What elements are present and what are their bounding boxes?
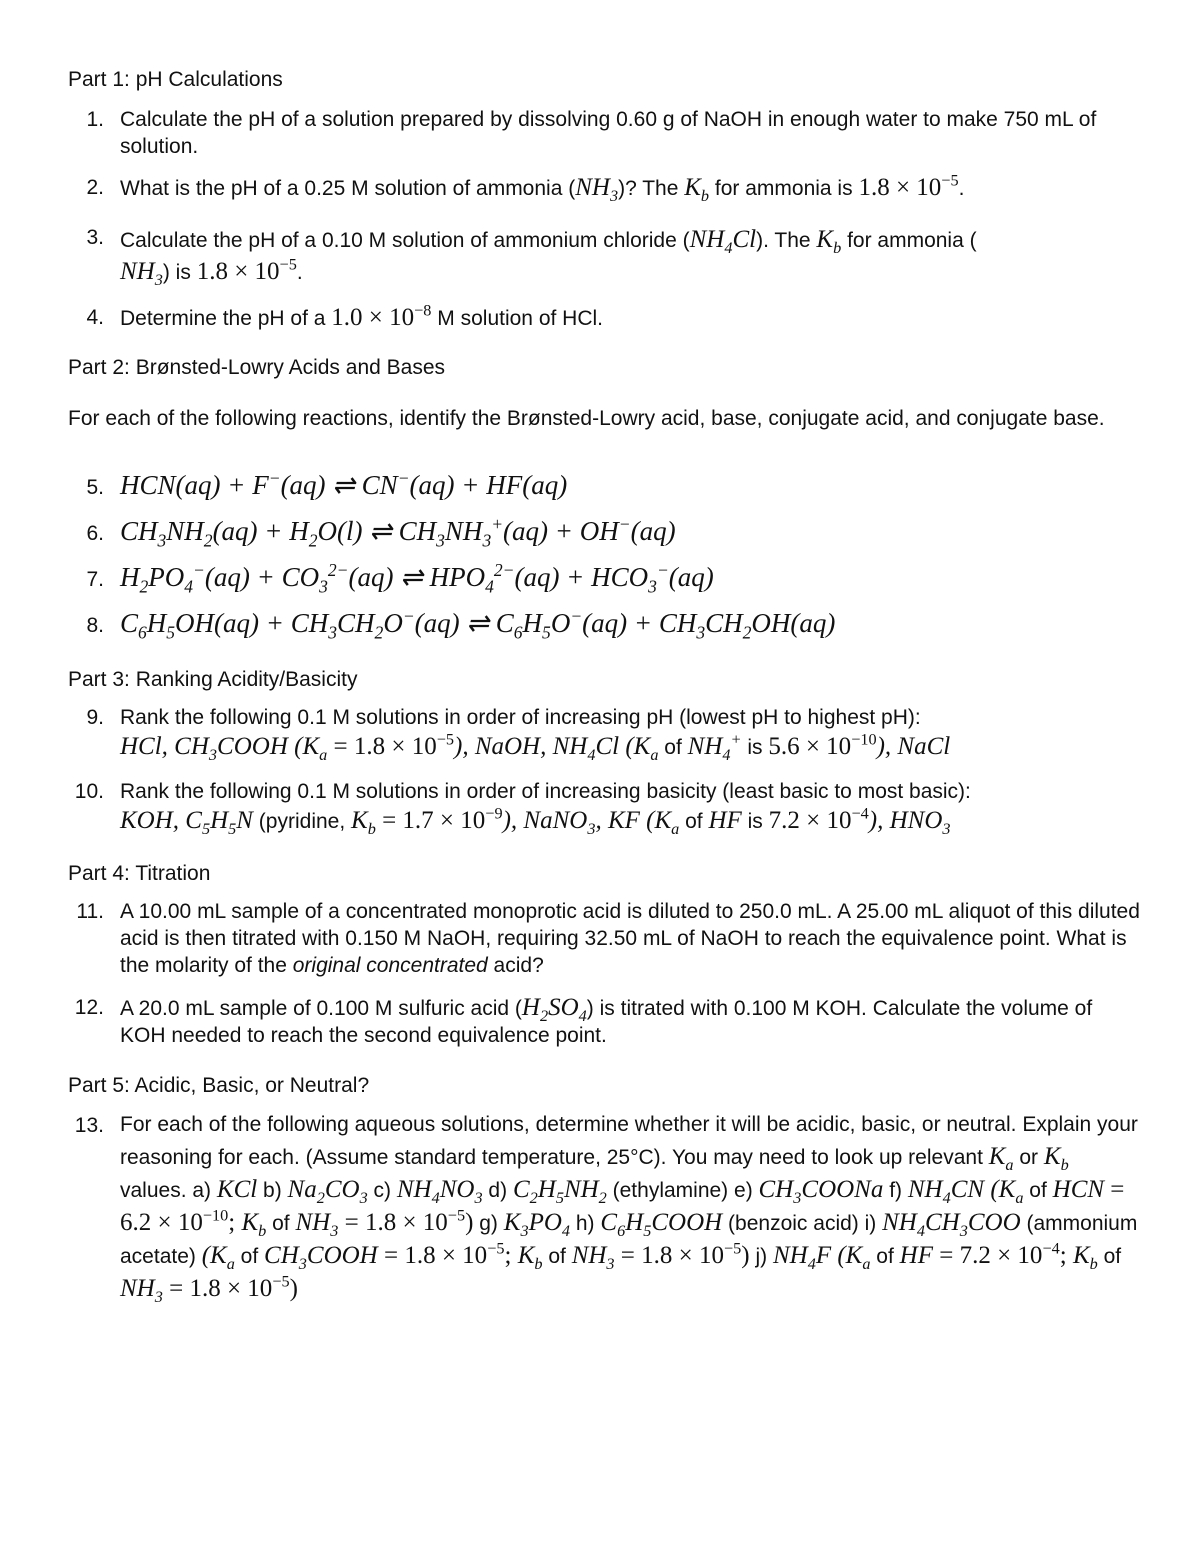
question-number: 4. [86, 306, 104, 329]
question-text: Calculate the pH of a solution prepared by dissolving 0.60 g of NaOH in enough water to make 750 mL of solution. [120, 108, 1097, 158]
question-text: What is the pH of a 0.25 M solution of ammonia $(NH_3)$? The $K_b$ for ammonia is $1.8 \times 10^{-5}$. [120, 171, 965, 205]
reaction-equation: $H_2PO_4^-(aq) + CO_3^{2-}(aq)$ ⇌ $HPO_4^{2-}(aq) + HCO_3^-(aq)$ [120, 560, 714, 597]
question-number: 3. [86, 226, 104, 249]
question-text: For each of the following aqueous solutions, determine whether it will be acidic, basic, or neutral. Explain your reasoning for each. (Assume standard temperature, 25°C). You may need to look up relevant $K_a$ or $K_b$ values. a) KCl b) $Na_2CO_3$ c) $NH_4NO_3$ d) $C_2H_5NH_2$ (ethylamine) e) $CH_3COONa$ f) $NH_4CN$ ($K_a$ of HCN = $6.2 \times 10^{-10}$; $K_b$ of $NH_3 = 1.8 \times 10^{-5}$) g) $K_3PO_4$ h) $C_6H_5COOH$ (benzoic acid) i) $NH_4CH_3COO$ (ammonium acetate) ($K_a$ of $CH_3COOH = 1.8 \times 10^{-5}$; $K_b$ of $NH_3 = 1.8 \times 10^{-5}$) j) $NH_4F$ ($K_a$ of HF = $7.2 \times 10^{-4}$; $K_b$ of $NH_3 = 1.8 \times 10^{-5}$) [120, 1113, 1138, 1306]
question-text: Determine the pH of a $1.0 \times 10^{-8}$ M solution of HCl. [120, 301, 603, 331]
part3-heading: Part 3: Ranking Acidity/Basicity [68, 668, 358, 691]
question-number: 9. [86, 706, 104, 729]
question-number: 13. [74, 1114, 104, 1137]
question-number: 11. [76, 900, 104, 923]
part1-heading: Part 1: pH Calculations [68, 68, 283, 91]
reaction-equation: HCN(aq) + F−(aq) ⇌ CN−(aq) + HF(aq) [120, 468, 568, 500]
part2-instructions: For each of the following reactions, identify the Brønsted-Lowry acid, base, conjugate acid, and conjugate base. [68, 407, 1105, 430]
question-text: Calculate the pH of a 0.10 M solution of ammonium chloride $(NH_4Cl)$. The $K_b$ for ammonia ( $NH_3$) is $1.8 \times 10^{-5}$. [120, 226, 977, 289]
question-number: 8. [86, 614, 104, 637]
part4-heading: Part 4: Titration [68, 862, 211, 885]
question-number: 7. [86, 568, 104, 591]
part2-heading: Part 2: Brønsted-Lowry Acids and Bases [68, 356, 446, 379]
question-number: 12. [74, 996, 104, 1019]
reaction-equation: $CH_3NH_2(aq) + H_2O(l)$ ⇌ $CH_3NH_3^+(aq) + OH^-(aq)$ [120, 514, 676, 551]
question-number: 6. [86, 522, 104, 545]
question-text: Rank the following 0.1 M solutions in order of increasing pH (lowest pH to highest pH): HCl, $CH_3COOH$ $(K_a = 1.8 \times 10^{-5})$, NaOH, $NH_4Cl$ ($K_a$ of $NH_4^+$ is $5.6 \times 10^{-10}$), NaCl [120, 706, 951, 764]
question-text: A 10.00 mL sample of a concentrated monoprotic acid is diluted to 250.0 mL. A 25.00 mL aliquot of this diluted acid is then titrated with 0.150 M NaOH, requiring 32.50 mL of NaOH to reach the equivalence point. What is the molarity of the original concentrated acid? [120, 900, 1140, 977]
question-number: 10. [74, 780, 104, 803]
part5-heading: Part 5: Acidic, Basic, or Neutral? [68, 1074, 370, 1097]
question-text: Rank the following 0.1 M solutions in order of increasing basicity (least basic to most basic): KOH, $C_5H_5N$ (pyridine, $K_b = 1.7 \times 10^{-9}$), NaNO$_3$, KF ($K_a$ of HF is $7.2 \times 10^{-4}$), $HNO_3$ [120, 780, 971, 838]
reaction-equation: $C_6H_5OH(aq) + CH_3CH_2O^-(aq)$ ⇌ $C_6H_5O^-(aq) + CH_3CH_2OH(aq)$ [120, 606, 836, 643]
question-number: 1. [86, 108, 104, 131]
question-number: 5. [86, 476, 104, 499]
question-text: A 20.0 mL sample of 0.100 M sulfuric acid $(H_2SO_4)$ is titrated with 0.100 M KOH. Calculate the volume of KOH needed to reach the second equivalence point. [120, 994, 1093, 1047]
question-number: 2. [86, 176, 104, 199]
